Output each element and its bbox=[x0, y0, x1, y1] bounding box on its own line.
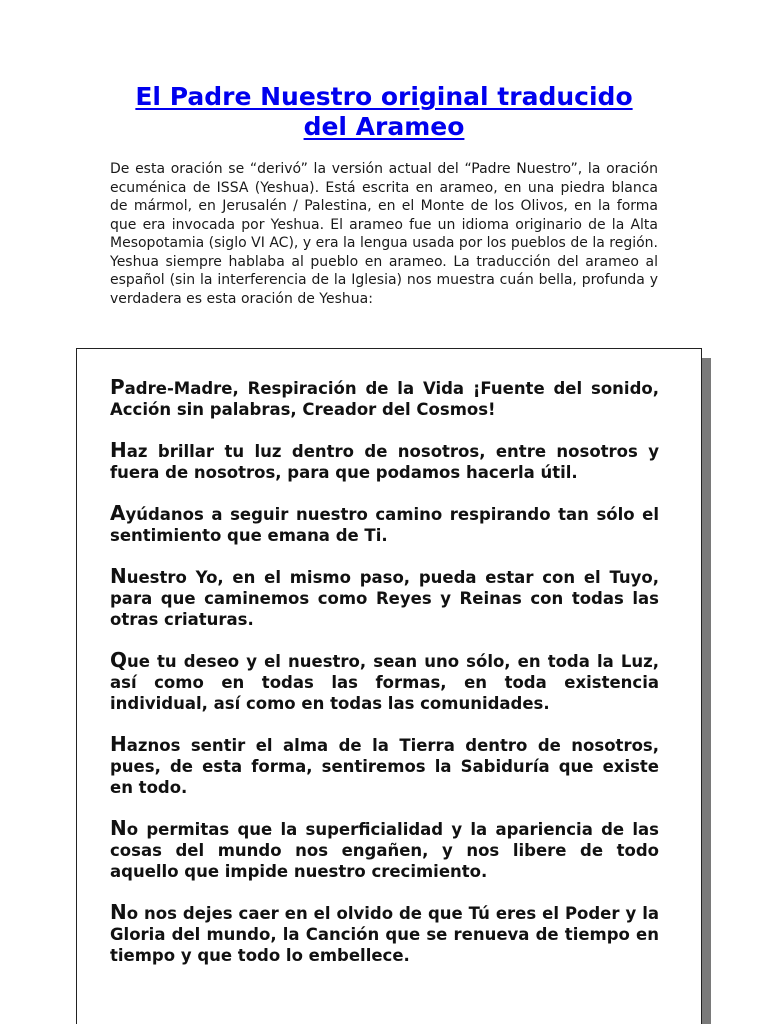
verse-text: ue tu deseo y el nuestro, sean uno sólo, en toda la Luz, así como en todas las formas, en toda existencia individual, así como en todas las comunidades. bbox=[110, 652, 659, 713]
verse-text: az brillar tu luz dentro de nosotros, entre nosotros y fuera de nosotros, para que podamos hacerla útil. bbox=[110, 442, 659, 482]
intro-paragraph: De esta oración se “derivó” la versión actual del “Padre Nuestro”, la oración ecuménica de ISSA (Yeshua). Está escrita en arameo, en una piedra blanca de mármol, en Jerusalén / Palestina, en el Monte de los Olivos, en la forma que era invocada por Yeshua. El arameo fue un idioma originario de la Alta Mesopotamia (siglo VI AC), y era la lengua usada por los pueblos de la región. Yeshua siempre hablaba al pueblo en arameo. La traducción del arameo al español (sin la interferencia de la Iglesia) nos muestra cuán bella, profunda y verdadera es esta oración de Yeshua: bbox=[110, 161, 658, 307]
prayer-verse bbox=[110, 818, 659, 882]
document-title[interactable] bbox=[110, 82, 658, 142]
verse-text: yúdanos a seguir nuestro camino respirando tan sólo el sentimiento que emana de Ti. bbox=[110, 505, 659, 545]
verse-text: o permitas que la superficialidad y la apariencia de las cosas del mundo nos engañen, y nos libere de todo aquello que impide nuestro crecimiento. bbox=[110, 820, 659, 881]
prayer-verse bbox=[110, 440, 659, 483]
prayer-verse bbox=[110, 566, 659, 630]
verse-initial: N bbox=[110, 816, 127, 840]
prayer-text bbox=[110, 377, 659, 986]
verse-initial: N bbox=[110, 900, 127, 924]
verse-initial: P bbox=[110, 375, 125, 399]
title-line-2[interactable]: del Arameo bbox=[303, 112, 465, 141]
verse-text: aznos sentir el alma de la Tierra dentro de nosotros, pues, de esta forma, sentiremos la Sabiduría que existe en todo. bbox=[110, 736, 659, 797]
verse-initial: Q bbox=[110, 648, 128, 672]
verse-text: adre-Madre, Respiración de la Vida ¡Fuente del sonido, Acción sin palabras, Creador del Cosmos! bbox=[110, 379, 659, 419]
title-line-1[interactable]: El Padre Nuestro original traducido bbox=[135, 82, 633, 111]
prayer-verse bbox=[110, 650, 659, 714]
verse-initial: H bbox=[110, 438, 127, 462]
prayer-verse bbox=[110, 503, 659, 546]
prayer-verse bbox=[110, 902, 659, 966]
prayer-verse bbox=[110, 734, 659, 798]
prayer-verse bbox=[110, 377, 659, 420]
verse-initial: N bbox=[110, 564, 127, 588]
verse-initial: H bbox=[110, 732, 127, 756]
verse-text: o nos dejes caer en el olvido de que Tú eres el Poder y la Gloria del mundo, la Canción que se renueva de tiempo en tiempo y que todo lo embellece. bbox=[110, 904, 659, 965]
verse-initial: A bbox=[110, 501, 126, 525]
verse-text: uestro Yo, en el mismo paso, pueda estar con el Tuyo, para que caminemos como Reyes y Reinas con todas las otras criaturas. bbox=[110, 568, 659, 629]
